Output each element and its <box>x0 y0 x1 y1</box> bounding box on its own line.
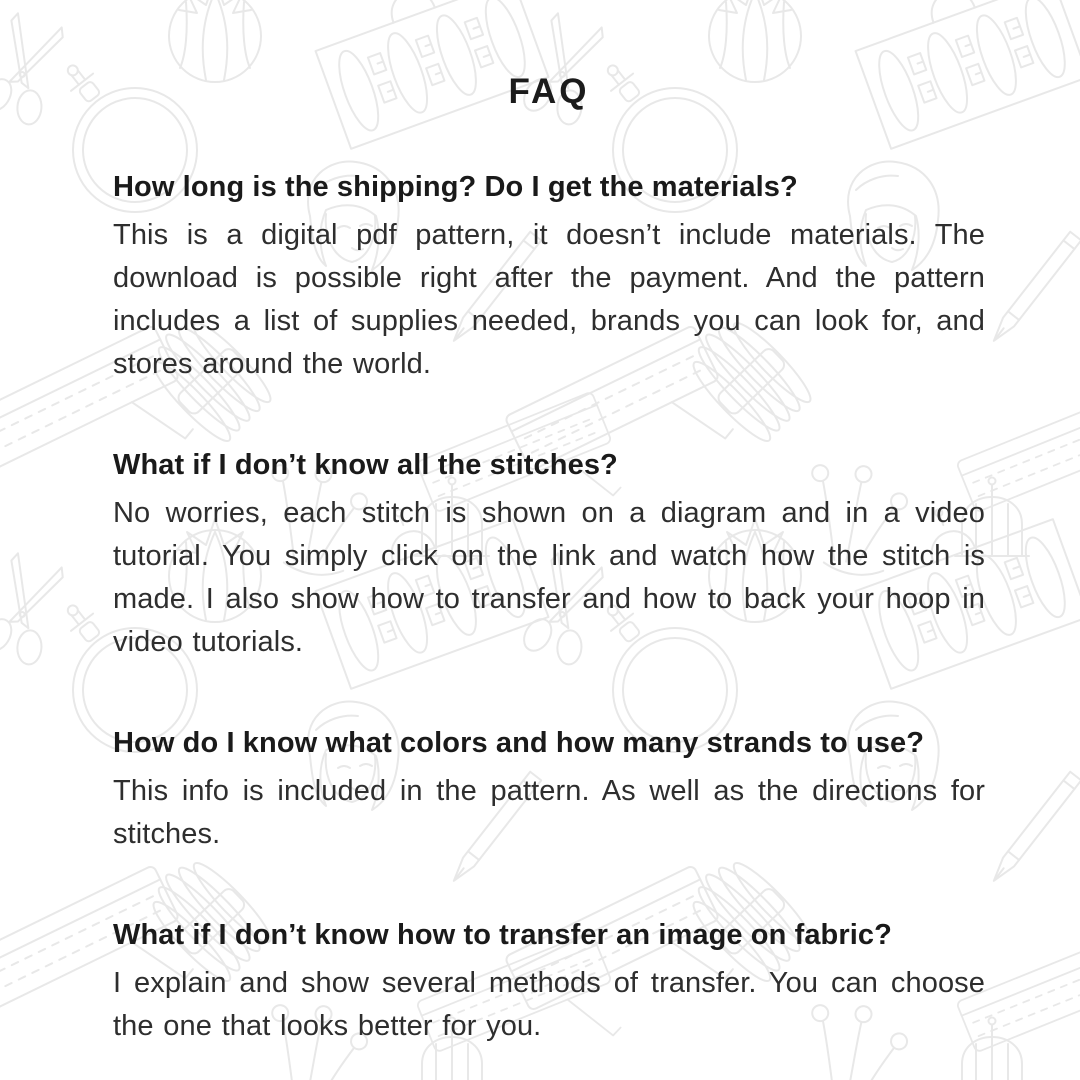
faq-question: What if I don’t know how to transfer an image on fabric? <box>113 919 892 951</box>
faq-question: How long is the shipping? Do I get the materials? <box>113 171 798 203</box>
faq-item-transfer <box>113 914 985 1048</box>
faq-answer: No worries, each stitch is shown on a diagram and in a video tutorial. You simply click on the link and watch how the stitch is made. I also show how to transfer and how to back your hoop in video tutorials. <box>113 497 985 658</box>
faq-item-colors-strands <box>113 722 985 856</box>
faq-answer: This is a digital pdf pattern, it doesn’t include materials. The download is possible right after the payment. And the pattern includes a list of supplies needed, brands you can look for, and stores around the world. <box>113 219 985 380</box>
page-title: FAQ <box>508 72 590 111</box>
faq-question: How do I know what colors and how many strands to use? <box>113 727 925 759</box>
faq-item-stitches <box>113 444 985 664</box>
faq-question: What if I don’t know all the stitches? <box>113 449 618 481</box>
faq-answer: I explain and show several methods of transfer. You can choose the one that looks better for you. <box>113 967 985 1042</box>
faq-answer: This info is included in the pattern. As well as the directions for stitches. <box>113 775 985 850</box>
faq-item-shipping <box>113 166 985 386</box>
